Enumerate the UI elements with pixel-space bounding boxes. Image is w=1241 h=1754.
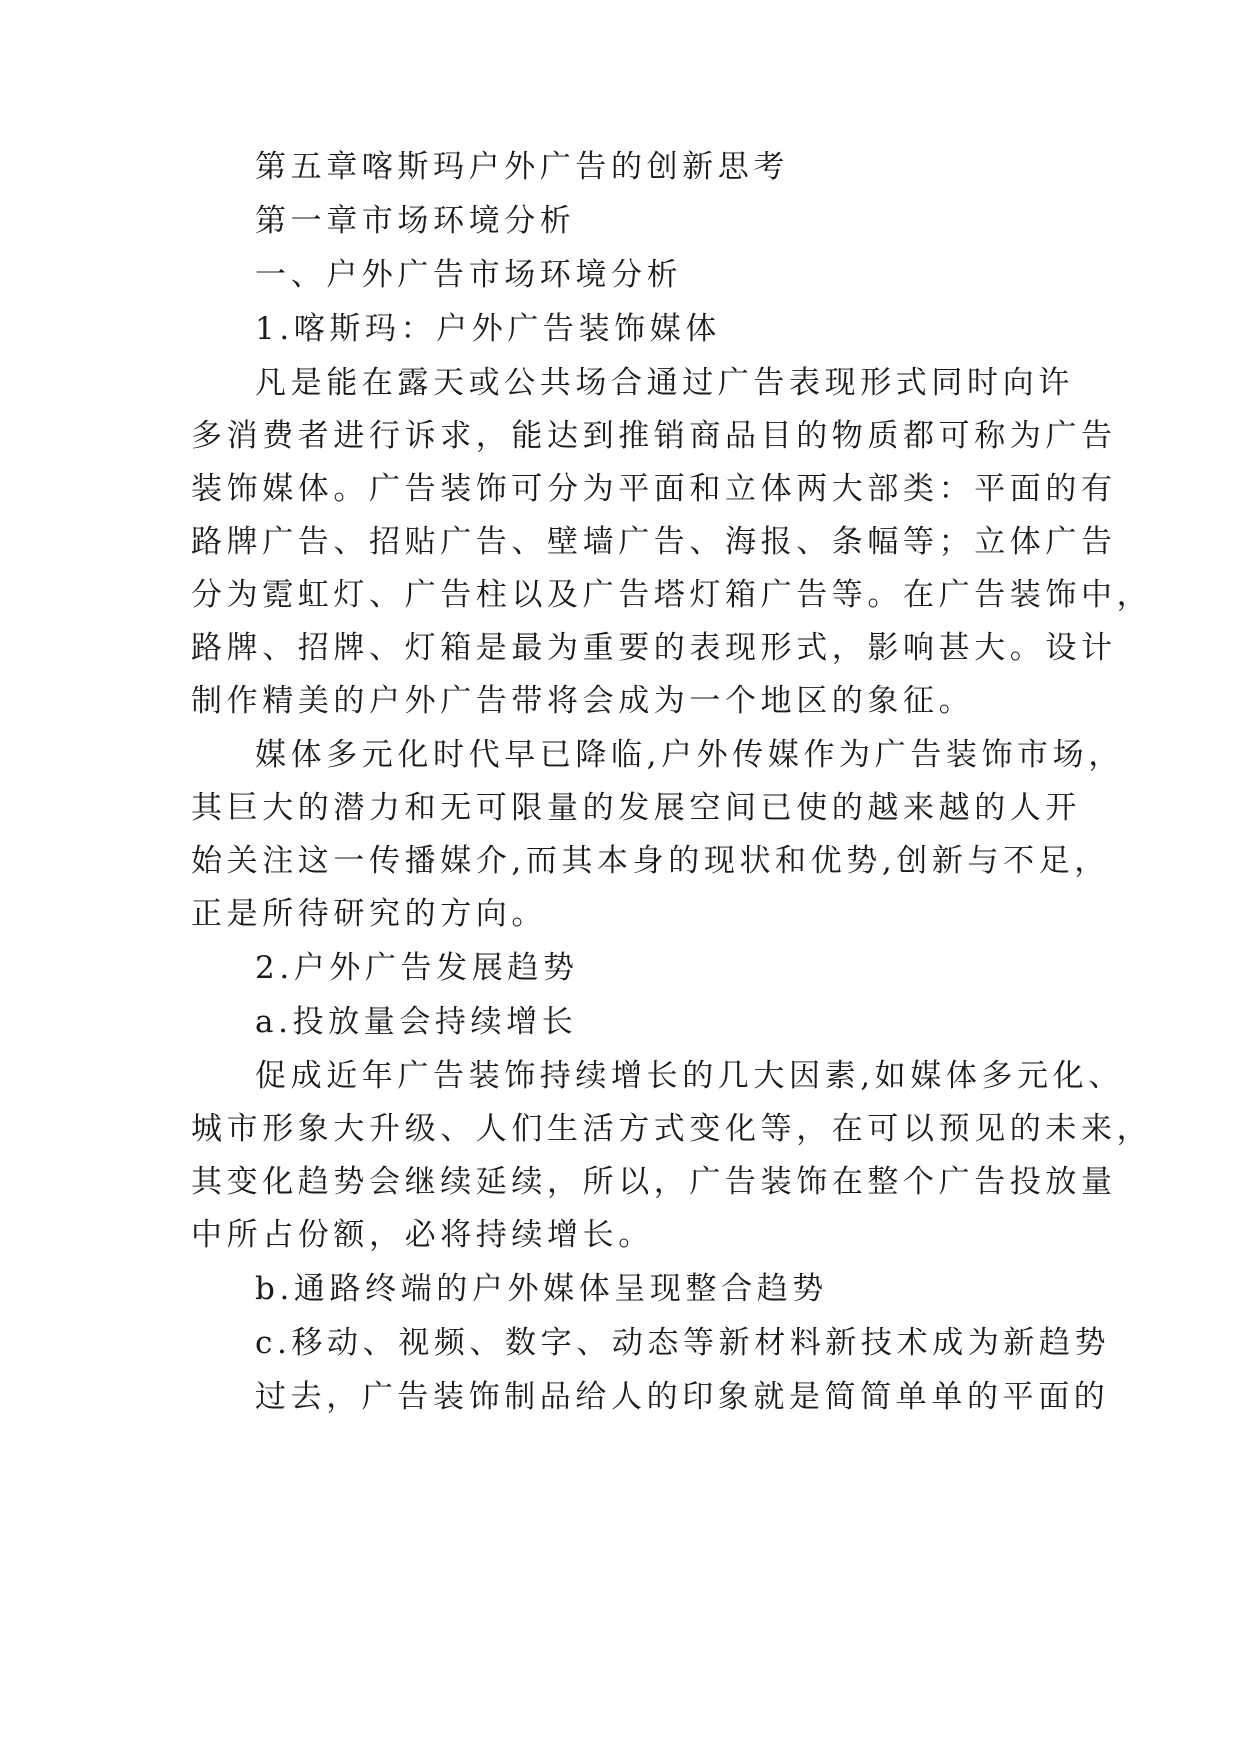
heading-item-b: b.通路终端的户外媒体呈现整合趋势: [255, 1271, 828, 1307]
heading-subsection-1: 1.喀斯玛：户外广告装饰媒体: [255, 311, 721, 347]
paragraph-line: 其变化趋势会继续延续，所以，广告装饰在整个广告投放量: [191, 1164, 1117, 1200]
paragraph-line: 促成近年广告装饰持续增长的几大因素,如媒体多元化、: [255, 1058, 1124, 1094]
paragraph-line: 制作精美的户外广告带将会成为一个地区的象征。: [191, 683, 975, 719]
paragraph-line: 其巨大的潜力和无可限量的发展空间已使的越来越的人开: [191, 790, 1081, 826]
heading-item-c: c.移动、视频、数字、动态等新材料新技术成为新趋势: [255, 1325, 1111, 1361]
paragraph-line: 凡是能在露天或公共场合通过广告表现形式同时向许: [255, 365, 1074, 401]
paragraph-line: 城市形象大升级、人们生活方式变化等，在可以预见的未来，: [191, 1111, 1153, 1147]
paragraph-line: 分为霓虹灯、广告柱以及广告塔灯箱广告等。在广告装饰中，: [191, 577, 1153, 613]
paragraph-line: 始关注这一传播媒介,而其本身的现状和优势,创新与不足，: [191, 843, 1110, 879]
paragraph-line: 路牌广告、招贴广告、壁墙广告、海报、条幅等；立体广告: [191, 524, 1117, 560]
heading-section-one: 一、户外广告市场环境分析: [255, 257, 683, 293]
paragraph-line: 过去，广告装饰制品给人的印象就是简简单单的平面的: [255, 1379, 1110, 1415]
paragraph-line: 媒体多元化时代早已降临,户外传媒作为广告装饰市场，: [255, 737, 1124, 773]
paragraph-line: 正是所待研究的方向。: [191, 896, 547, 932]
paragraph-line: 装饰媒体。广告装饰可分为平面和立体两大部类：平面的有: [191, 471, 1117, 507]
paragraph-line: 路牌、招牌、灯箱是最为重要的表现形式，影响甚大。设计: [191, 630, 1117, 666]
heading-item-a: a.投放量会持续增长: [255, 1004, 578, 1040]
heading-chapter-five: 第五章喀斯玛户外广告的创新思考: [255, 149, 789, 185]
paragraph-line: 中所占份额，必将持续增长。: [191, 1217, 654, 1253]
heading-chapter-one: 第一章市场环境分析: [255, 203, 576, 239]
paragraph-line: 多消费者进行诉求，能达到推销商品目的物质都可称为广告: [191, 418, 1117, 454]
heading-subsection-2: 2.户外广告发展趋势: [255, 950, 579, 986]
